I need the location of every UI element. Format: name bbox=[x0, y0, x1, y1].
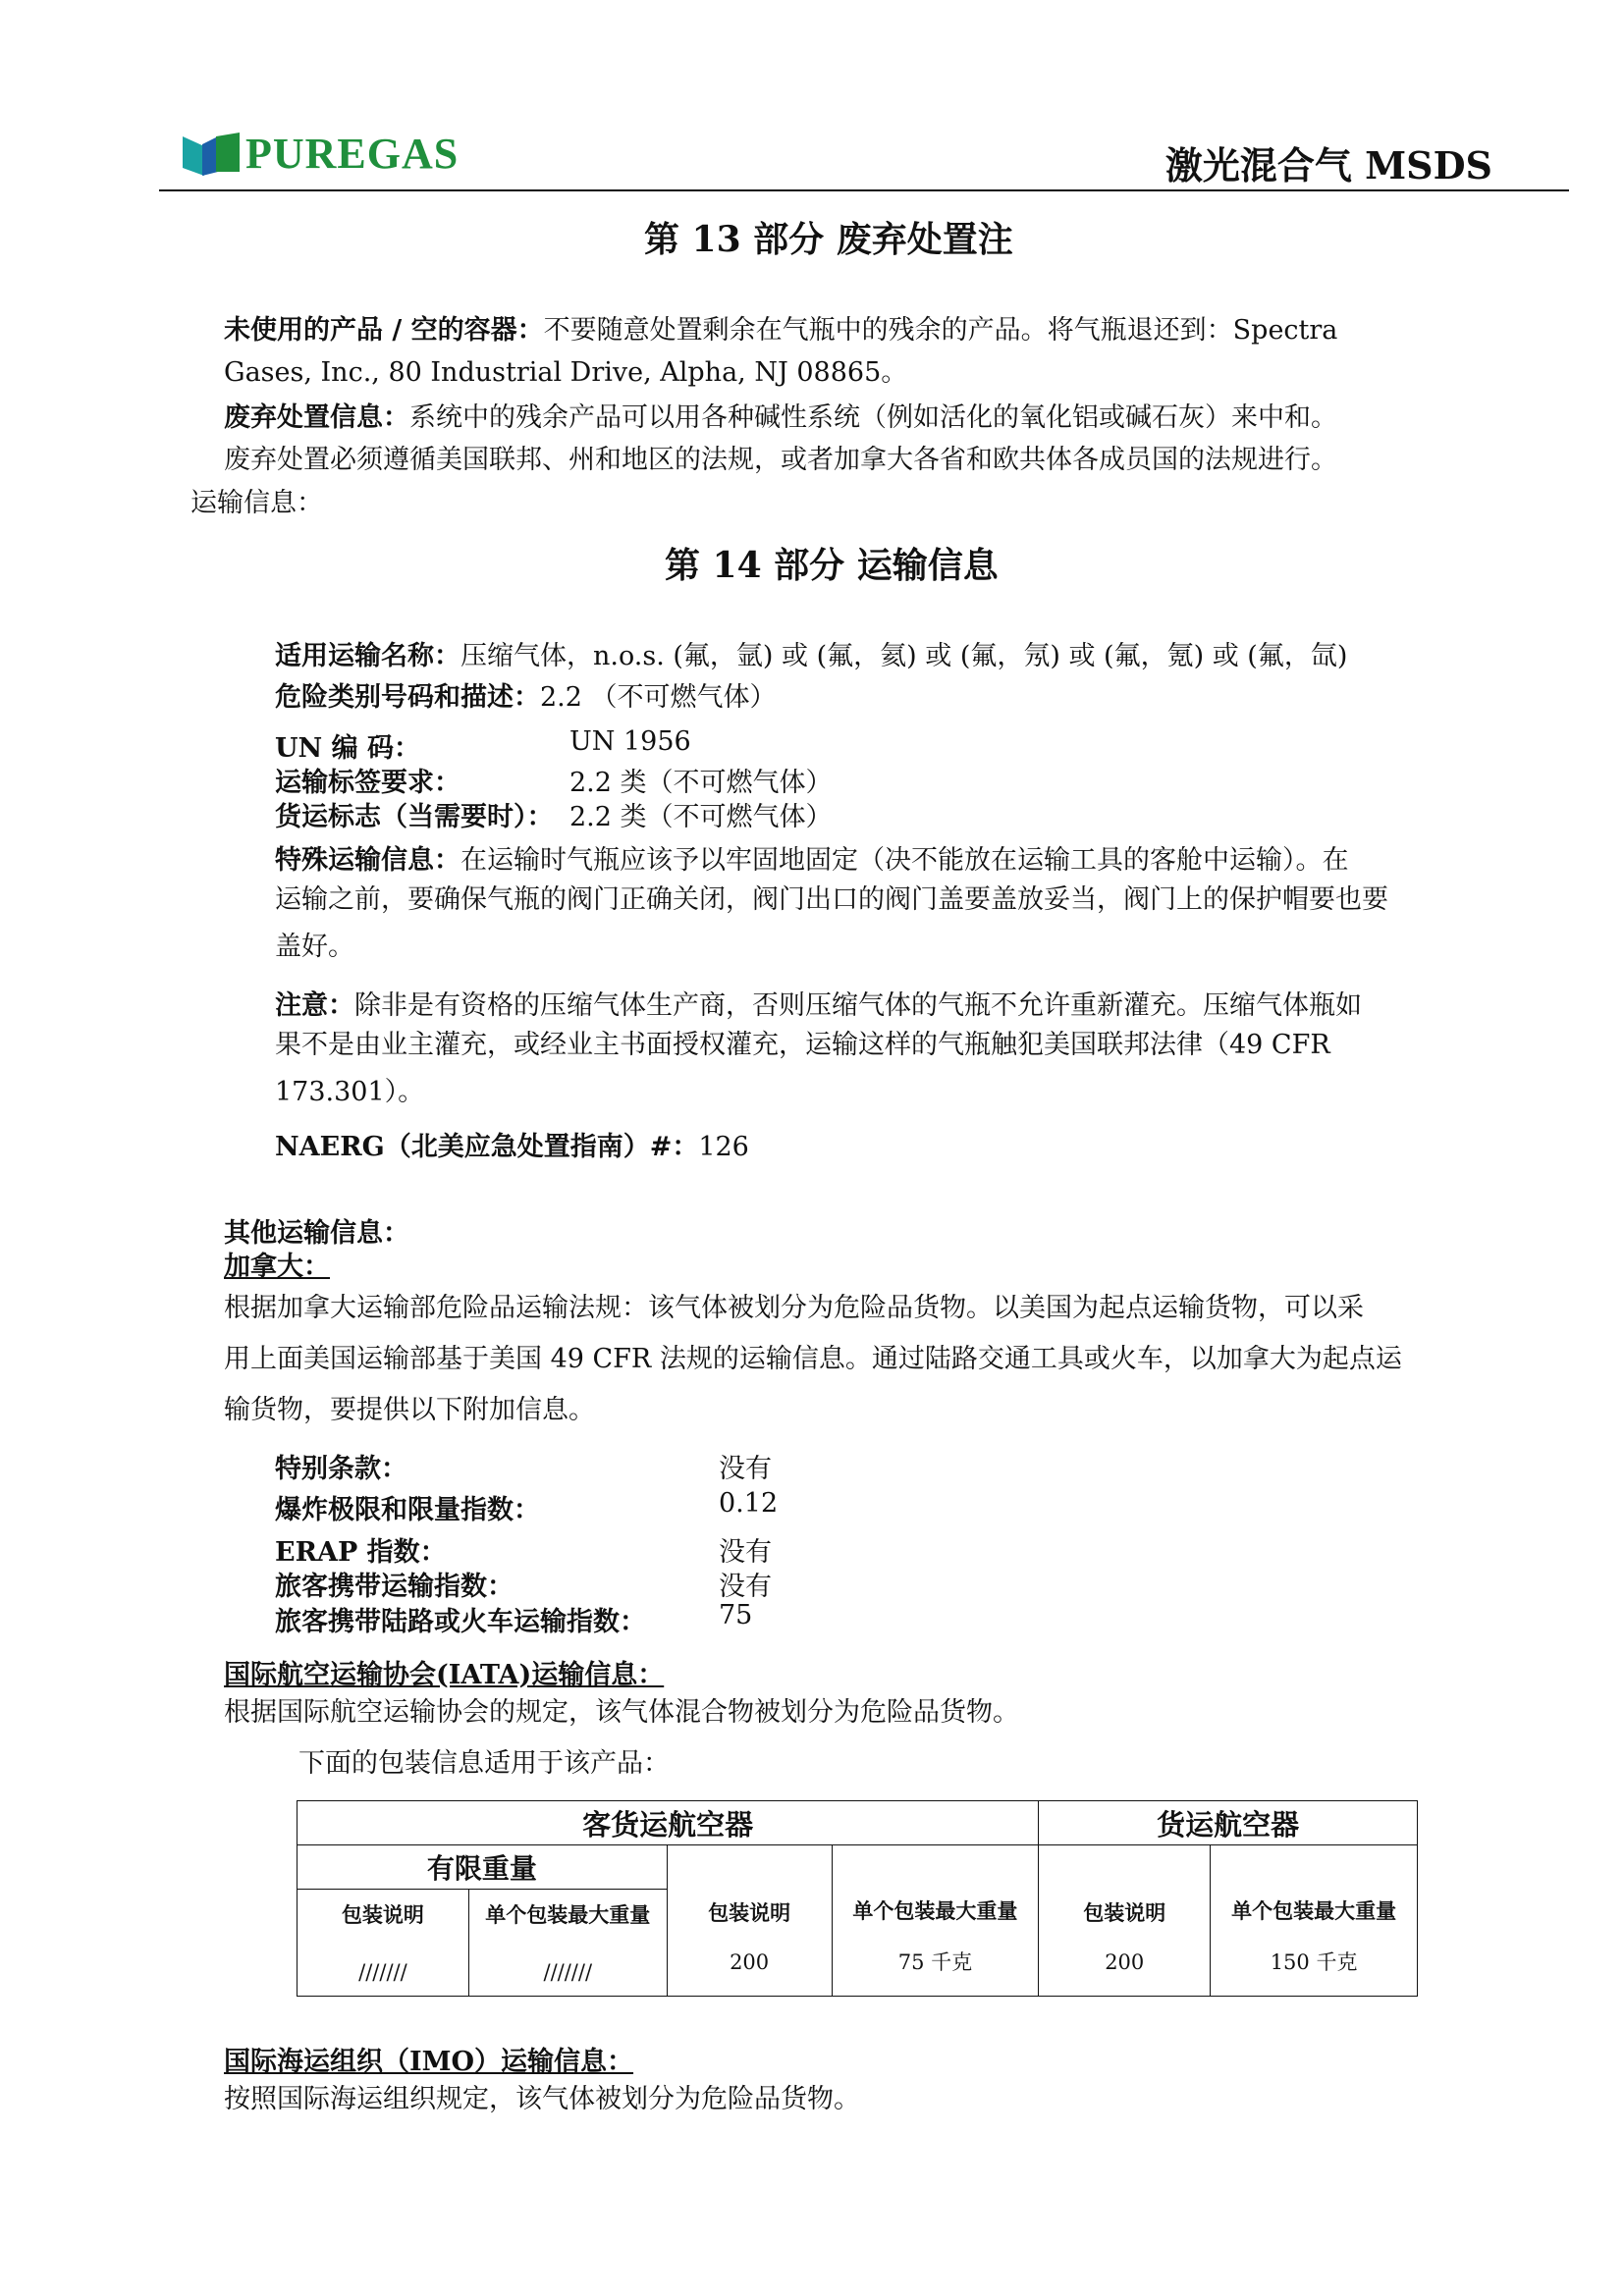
limited-max-value: /////// bbox=[468, 1949, 667, 1997]
imo-label: 国际海运组织（IMO）运输信息： bbox=[224, 2047, 634, 2077]
hazard-class-line bbox=[275, 677, 777, 719]
unused-product-label: 未使用的产品 / 空的容器： bbox=[224, 315, 544, 346]
label-requirement-label: 运输标签要求： bbox=[275, 768, 460, 798]
disposal-text: 系统中的残余产品可以用各种碱性系统（例如活化的氧化铝或碱石灰）来中和。 bbox=[409, 402, 1337, 433]
note-text-1: 除非是有资格的压缩气体生产商，否则压缩气体的气瓶不允许重新灌充。压缩气体瓶如 bbox=[354, 990, 1362, 1021]
cargo-pack-header: 包装说明 bbox=[1083, 1899, 1166, 1925]
special-info-text-3: 盖好。 bbox=[275, 932, 354, 962]
packaging-table bbox=[297, 1800, 1418, 1997]
limited-max-header: 单个包装最大重量 bbox=[468, 1890, 667, 1949]
puregas-logo-icon bbox=[183, 133, 240, 176]
limited-pack-header: 包装说明 bbox=[298, 1890, 469, 1949]
special-info-label: 特殊运输信息： bbox=[275, 845, 460, 876]
shipping-name-label: 适用运输名称： bbox=[275, 641, 460, 671]
special-info-text-1: 在运输时气瓶应该予以牢固地固定（决不能放在运输工具的客舱中运输）。在 bbox=[460, 845, 1349, 876]
note-text-2: 果不是由业主灌充，或经业主书面授权灌充，运输这样的气瓶触犯美国联邦法律（49 CFR bbox=[275, 1030, 1330, 1060]
imo-text: 按照国际海运组织规定，该气体被划分为危险品货物。 bbox=[224, 2084, 860, 2114]
canada-text-2: 用上面美国运输部基于美国 49 CFR 法规的运输信息。通过陆路交通工具或火车，以加拿大为起点运 bbox=[224, 1344, 1402, 1374]
shipping-name-line bbox=[275, 636, 1347, 677]
cargo-max-value: 150 千克 bbox=[1270, 1949, 1358, 1974]
cargo-max-header: 单个包装最大重量 bbox=[1231, 1897, 1397, 1923]
naerg-line bbox=[275, 1127, 749, 1168]
hazard-class-value: 2.2 （不可燃气体） bbox=[540, 682, 777, 713]
hazard-class-label: 危险类别号码和描述： bbox=[275, 682, 540, 713]
unused-product-line-1 bbox=[224, 310, 1337, 351]
canada-text-3: 输货物，要提供以下附加信息。 bbox=[224, 1395, 595, 1425]
disposal-text-2: 废弃处置必须遵循美国联邦、州和地区的法规，或者加拿大各省和欧共体各成员国的法规进行。 bbox=[224, 445, 1337, 475]
logo-text: PUREGAS bbox=[245, 130, 460, 178]
canada-item-label: 特别条款： bbox=[275, 1454, 407, 1484]
un-number-value: UN 1956 bbox=[569, 726, 691, 757]
passenger-cargo-header: 客货运航空器 bbox=[298, 1801, 1039, 1845]
canada-label: 加拿大： bbox=[224, 1252, 330, 1282]
canada-item-label: 爆炸极限和限量指数： bbox=[275, 1495, 540, 1525]
cargo-pack-cell bbox=[1039, 1845, 1211, 1997]
special-info-text-2: 运输之前，要确保气瓶的阀门正确关闭，阀门出口的阀门盖要盖放妥当，阀门上的保护帽要也要 bbox=[275, 884, 1388, 915]
unused-product-text-1: 不要随意处置剩余在气瓶中的残余的产品。将气瓶退还到：Spectra bbox=[543, 315, 1338, 346]
label-requirement-value: 2.2 类（不可燃气体） bbox=[569, 768, 833, 798]
cargo-pack-value: 200 bbox=[1105, 1949, 1145, 1974]
iata-label: 国际航空运输协会(IATA)运输信息： bbox=[224, 1660, 665, 1690]
note-label: 注意： bbox=[275, 990, 354, 1021]
placard-label: 货运标志（当需要时）： bbox=[275, 802, 554, 832]
canada-text-1: 根据加拿大运输部危险品运输法规：该气体被划分为危险品货物。以美国为起点运输货物，可以采 bbox=[224, 1293, 1364, 1323]
disposal-label: 废弃处置信息： bbox=[224, 402, 409, 433]
un-number-label: UN 编 码： bbox=[275, 733, 421, 764]
canada-item-value: 没有 bbox=[719, 1572, 772, 1602]
puregas-logo bbox=[183, 129, 487, 180]
canada-item-label: 旅客携带运输指数： bbox=[275, 1572, 514, 1602]
shipping-name-value: 压缩气体，n.o.s. (氟，氩) 或 (氟，氦) 或 (氟，氖) 或 (氟，氪) 或 (氟，氙) bbox=[460, 641, 1348, 671]
limited-pack-value: /////// bbox=[298, 1949, 469, 1997]
cargo-only-header: 货运航空器 bbox=[1039, 1801, 1418, 1845]
canada-item-value: 没有 bbox=[719, 1454, 772, 1484]
pc-max-header: 单个包装最大重量 bbox=[852, 1897, 1018, 1923]
iata-text: 根据国际航空运输协会的规定，该气体混合物被划分为危险品货物。 bbox=[224, 1697, 1019, 1728]
transport-info-label: 运输信息： bbox=[190, 488, 323, 518]
note-line-1 bbox=[275, 986, 1362, 1027]
canada-item-value: 没有 bbox=[719, 1537, 772, 1568]
canada-item-value: 75 bbox=[719, 1600, 753, 1630]
canada-item-label: ERAP 指数： bbox=[275, 1537, 447, 1568]
note-text-3: 173.301）。 bbox=[275, 1077, 425, 1107]
document-title: 激光混合气 MSDS bbox=[1164, 143, 1492, 187]
cargo-max-cell bbox=[1211, 1845, 1418, 1997]
pc-max-value: 75 千克 bbox=[897, 1949, 973, 1974]
limited-quantity-header: 有限重量 bbox=[298, 1845, 668, 1890]
other-transport-label: 其他运输信息： bbox=[224, 1218, 409, 1249]
disposal-line-1 bbox=[224, 398, 1337, 439]
section-14-title: 第 14 部分 运输信息 bbox=[665, 545, 999, 586]
unused-product-text-2: Gases, Inc., 80 Industrial Drive, Alpha, NJ 08865。 bbox=[224, 357, 908, 388]
canada-item-value: 0.12 bbox=[719, 1488, 779, 1519]
package-intro: 下面的包装信息适用于该产品： bbox=[298, 1748, 670, 1779]
naerg-value: 126 bbox=[698, 1132, 749, 1162]
header-divider bbox=[159, 189, 1569, 191]
pc-pack-header: 包装说明 bbox=[708, 1899, 791, 1925]
pc-pack-cell bbox=[667, 1845, 832, 1997]
canada-item-label: 旅客携带陆路或火车运输指数： bbox=[275, 1607, 646, 1637]
naerg-label: NAERG（北美应急处置指南）#： bbox=[275, 1132, 699, 1162]
pc-max-cell bbox=[832, 1845, 1039, 1997]
pc-pack-value: 200 bbox=[730, 1949, 770, 1974]
special-info-line-1 bbox=[275, 840, 1349, 881]
placard-value: 2.2 类（不可燃气体） bbox=[569, 802, 833, 832]
section-13-title: 第 13 部分 废弃处置注 bbox=[644, 219, 1013, 260]
